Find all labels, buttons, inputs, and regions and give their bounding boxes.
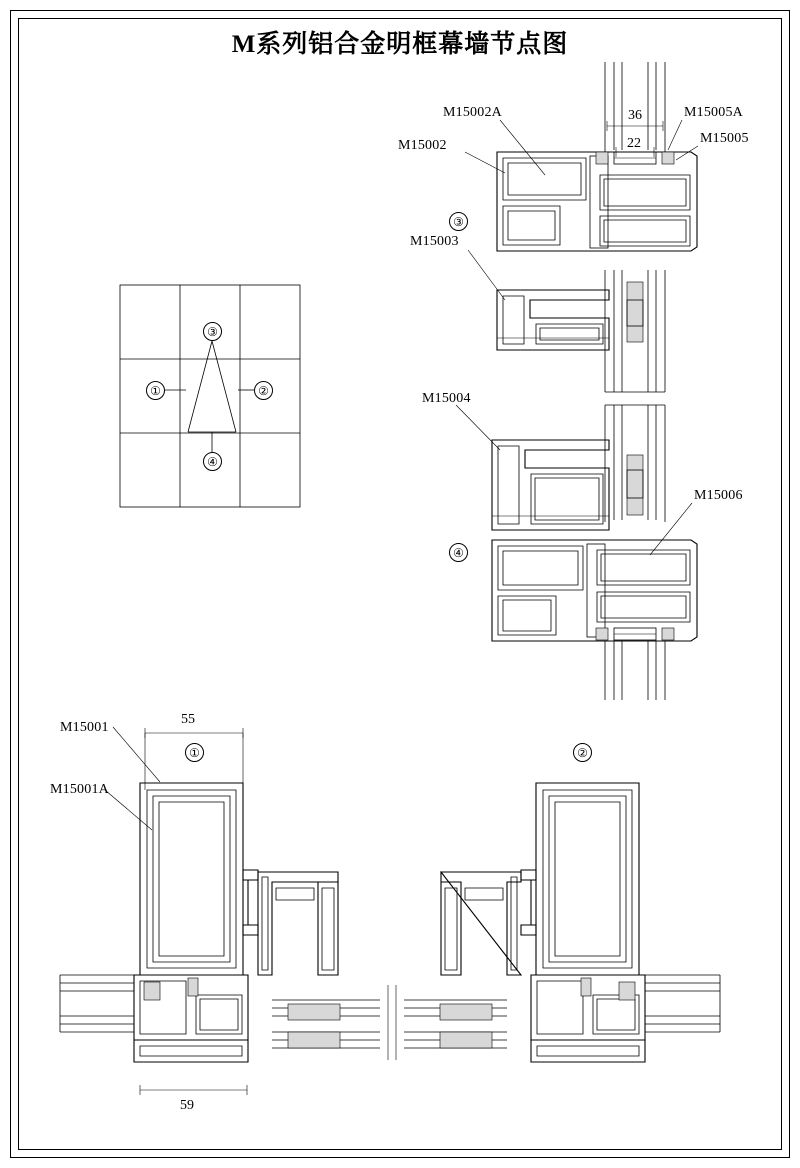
detail-marker-4: ④ <box>449 543 468 562</box>
part-label-m15006: M15006 <box>694 488 743 503</box>
part-label-m15002a: M15002A <box>443 105 502 120</box>
dimension-59: 59 <box>180 1098 194 1113</box>
detail-marker-1: ① <box>185 743 204 762</box>
part-label-m15001: M15001 <box>60 720 109 735</box>
part-label-m15005: M15005 <box>700 131 749 146</box>
part-label-m15004: M15004 <box>422 391 471 406</box>
key-plan-marker-3: ③ <box>203 322 222 341</box>
sheet-border-inner <box>18 18 782 1150</box>
dimension-55: 55 <box>181 712 195 727</box>
key-plan-marker-2: ② <box>254 381 273 400</box>
key-plan-marker-4: ④ <box>203 452 222 471</box>
part-label-m15005a: M15005A <box>684 105 743 120</box>
part-label-m15001a: M15001A <box>50 782 109 797</box>
dimension-22: 22 <box>627 136 641 151</box>
part-label-m15002: M15002 <box>398 138 447 153</box>
part-label-m15003: M15003 <box>410 234 459 249</box>
page-title: M系列铝合金明框幕墙节点图 <box>231 31 569 58</box>
dimension-36: 36 <box>628 108 642 123</box>
detail-marker-2: ② <box>573 743 592 762</box>
detail-marker-3: ③ <box>449 212 468 231</box>
key-plan-marker-1: ① <box>146 381 165 400</box>
